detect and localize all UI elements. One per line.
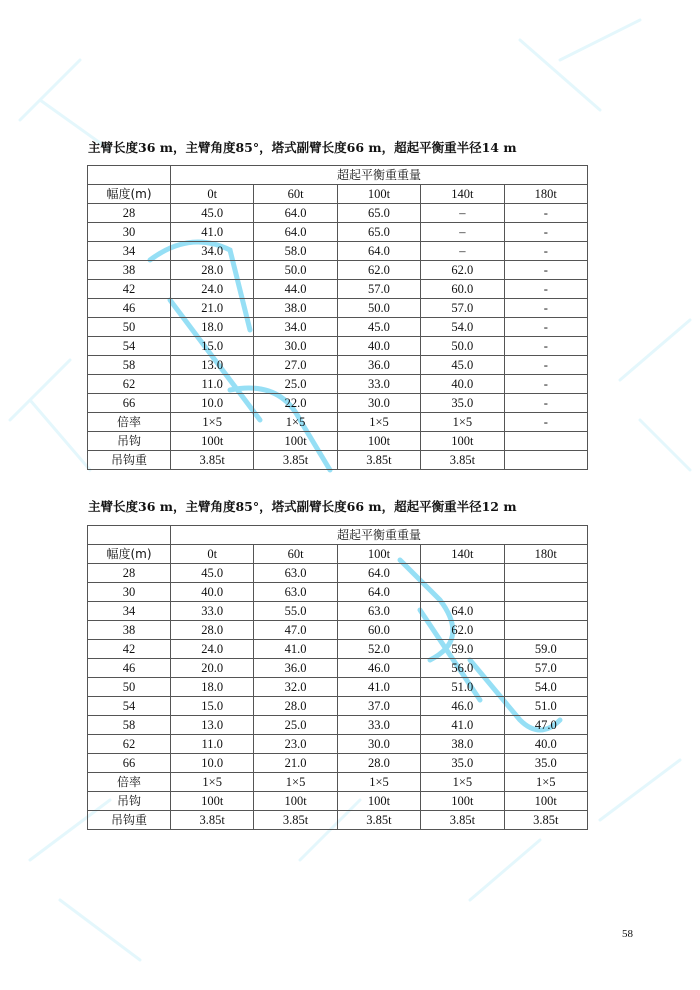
table-cell: 28.0 [337, 754, 420, 773]
row-label: 62 [88, 375, 171, 394]
table-cell: 15.0 [171, 337, 254, 356]
table-cell: 13.0 [171, 356, 254, 375]
row-label: 50 [88, 678, 171, 697]
table-cell: - [504, 242, 587, 261]
table-cell: 57.0 [421, 299, 504, 318]
table-row [88, 223, 588, 242]
table-cell: 3.85t [254, 451, 337, 470]
table-cell: 33.0 [171, 602, 254, 621]
row-label: 28 [88, 564, 171, 583]
group-header: 超起平衡重重量 [171, 166, 588, 185]
table-cell: 47.0 [504, 716, 587, 735]
table-cell: - [504, 299, 587, 318]
table-cell: 45.0 [171, 564, 254, 583]
column-header: 100t [337, 185, 420, 204]
table-cell: - [504, 337, 587, 356]
table-cell: 28.0 [171, 621, 254, 640]
table-cell: 41.0 [171, 223, 254, 242]
table-cell: 100t [421, 792, 504, 811]
row-label: 吊钩重 [88, 811, 171, 830]
table-row [88, 621, 588, 640]
table-cell: 38.0 [254, 299, 337, 318]
table-cell: 13.0 [171, 716, 254, 735]
table-cell: 100t [504, 792, 587, 811]
table-cell [504, 602, 587, 621]
table-cell: 41.0 [337, 678, 420, 697]
table-cell: 36.0 [254, 659, 337, 678]
table-row [88, 716, 588, 735]
row-label: 50 [88, 318, 171, 337]
table-row [88, 280, 588, 299]
table-cell: 100t [254, 432, 337, 451]
table-cell: 21.0 [254, 754, 337, 773]
table-cell: 56.0 [421, 659, 504, 678]
table-cell: - [504, 413, 587, 432]
table-cell: 25.0 [254, 375, 337, 394]
table-cell: 33.0 [337, 375, 420, 394]
table-row [88, 394, 588, 413]
table-cell: 1×5 [337, 413, 420, 432]
table-cell: 20.0 [171, 659, 254, 678]
row-label: 58 [88, 356, 171, 375]
table-row [88, 678, 588, 697]
table-cell: 45.0 [337, 318, 420, 337]
row-label: 38 [88, 261, 171, 280]
table-cell: 30.0 [254, 337, 337, 356]
column-header: 140t [421, 545, 504, 564]
row-label: 42 [88, 280, 171, 299]
table-cell [421, 583, 504, 602]
table-cell: 40.0 [504, 735, 587, 754]
table-cell: – [421, 242, 504, 261]
table-cell: 3.85t [421, 811, 504, 830]
table-row [88, 432, 588, 451]
table-cell: - [504, 375, 587, 394]
row-label: 倍率 [88, 413, 171, 432]
load-table-2 [87, 525, 588, 830]
table-cell: 24.0 [171, 280, 254, 299]
table-2-title: 主臂长度36 m，主臂角度85°，塔式副臂长度66 m，超起平衡重半径12 m [88, 499, 517, 514]
table-cell: 59.0 [504, 640, 587, 659]
corner-cell [88, 166, 171, 185]
table-row [88, 375, 588, 394]
table-cell: 100t [337, 432, 420, 451]
row-label: 28 [88, 204, 171, 223]
table-cell: 10.0 [171, 754, 254, 773]
table-cell: 63.0 [254, 583, 337, 602]
column-header: 180t [504, 545, 587, 564]
table-cell: 22.0 [254, 394, 337, 413]
row-label: 38 [88, 621, 171, 640]
table-cell: 1×5 [421, 413, 504, 432]
table-cell: 64.0 [337, 242, 420, 261]
table-cell: – [421, 204, 504, 223]
column-header: 0t [171, 545, 254, 564]
table-cell [504, 564, 587, 583]
table-row [88, 754, 588, 773]
table-cell: 3.85t [171, 451, 254, 470]
table-cell: 45.0 [171, 204, 254, 223]
table-cell: 32.0 [254, 678, 337, 697]
row-label: 54 [88, 697, 171, 716]
table-cell: 54.0 [421, 318, 504, 337]
row-label: 66 [88, 754, 171, 773]
table-cell [504, 432, 587, 451]
table-cell: 18.0 [171, 678, 254, 697]
row-label: 30 [88, 223, 171, 242]
table-cell [504, 583, 587, 602]
row-label: 46 [88, 659, 171, 678]
table-cell: 52.0 [337, 640, 420, 659]
column-header: 140t [421, 185, 504, 204]
table-cell: 3.85t [337, 811, 420, 830]
table-cell: 30.0 [337, 735, 420, 754]
table-cell: 18.0 [171, 318, 254, 337]
table-cell: 64.0 [421, 602, 504, 621]
table-cell: 45.0 [421, 356, 504, 375]
row-label: 吊钩重 [88, 451, 171, 470]
row-label: 倍率 [88, 773, 171, 792]
table-row [88, 242, 588, 261]
table-cell [421, 564, 504, 583]
table-cell: 21.0 [171, 299, 254, 318]
table-cell: 64.0 [254, 223, 337, 242]
column-header: 100t [337, 545, 420, 564]
watermark-stroke [20, 20, 640, 150]
table-cell: 34.0 [171, 242, 254, 261]
table-cell: 11.0 [171, 375, 254, 394]
table-cell: 65.0 [337, 223, 420, 242]
table-cell: 100t [421, 432, 504, 451]
column-header: 60t [254, 545, 337, 564]
table-cell: 3.85t [171, 811, 254, 830]
table-cell: 62.0 [421, 621, 504, 640]
row-label: 58 [88, 716, 171, 735]
row-label: 30 [88, 583, 171, 602]
row-label: 54 [88, 337, 171, 356]
table-cell: 64.0 [337, 583, 420, 602]
table-cell: 46.0 [421, 697, 504, 716]
row-label: 34 [88, 242, 171, 261]
table-cell: 63.0 [254, 564, 337, 583]
table-cell: 100t [337, 792, 420, 811]
table-row [88, 413, 588, 432]
table-cell: 46.0 [337, 659, 420, 678]
table-cell [504, 451, 587, 470]
row-label: 42 [88, 640, 171, 659]
table-cell: 62.0 [421, 261, 504, 280]
row-label: 62 [88, 735, 171, 754]
table-row [88, 564, 588, 583]
table-row [88, 583, 588, 602]
row-label: 66 [88, 394, 171, 413]
table-cell: 40.0 [421, 375, 504, 394]
table-cell: 60.0 [337, 621, 420, 640]
table-cell: 35.0 [504, 754, 587, 773]
table-cell: 27.0 [254, 356, 337, 375]
table-cell: 33.0 [337, 716, 420, 735]
table-cell: 65.0 [337, 204, 420, 223]
table-cell: 58.0 [254, 242, 337, 261]
group-header-row [88, 526, 588, 545]
table-cell: 3.85t [421, 451, 504, 470]
table-cell: 3.85t [504, 811, 587, 830]
table-row [88, 773, 588, 792]
table-cell: - [504, 261, 587, 280]
table-cell: 41.0 [421, 716, 504, 735]
table-cell: 3.85t [337, 451, 420, 470]
table-cell: 57.0 [337, 280, 420, 299]
table-row [88, 640, 588, 659]
table-cell: 1×5 [504, 773, 587, 792]
table-cell: 35.0 [421, 394, 504, 413]
table-row [88, 356, 588, 375]
column-header: 60t [254, 185, 337, 204]
table-cell: - [504, 223, 587, 242]
column-header-row [88, 185, 588, 204]
table-cell: 47.0 [254, 621, 337, 640]
row-label: 吊钩 [88, 792, 171, 811]
row-label: 吊钩 [88, 432, 171, 451]
table-cell: - [504, 318, 587, 337]
page-number: 58 [622, 928, 633, 940]
table-cell: 44.0 [254, 280, 337, 299]
table-cell: 24.0 [171, 640, 254, 659]
table-cell: 1×5 [171, 413, 254, 432]
table-cell: 40.0 [171, 583, 254, 602]
table-row [88, 602, 588, 621]
table-row [88, 337, 588, 356]
table-1-title: 主臂长度36 m，主臂角度85°，塔式副臂长度66 m，超起平衡重半径14 m [88, 140, 517, 155]
table-cell: 1×5 [254, 413, 337, 432]
table-cell: 100t [171, 792, 254, 811]
table-cell: 38.0 [421, 735, 504, 754]
table-cell: 50.0 [421, 337, 504, 356]
table-cell: 1×5 [421, 773, 504, 792]
table-cell: 50.0 [254, 261, 337, 280]
table-cell [504, 621, 587, 640]
table-cell: – [421, 223, 504, 242]
table-row [88, 451, 588, 470]
column-header-row [88, 545, 588, 564]
table-row [88, 735, 588, 754]
table-cell: 51.0 [504, 697, 587, 716]
table-cell: 51.0 [421, 678, 504, 697]
table-cell: 100t [171, 432, 254, 451]
table-cell: 23.0 [254, 735, 337, 754]
row-header: 幅度(m) [88, 185, 171, 204]
table-cell: 25.0 [254, 716, 337, 735]
corner-cell [88, 526, 171, 545]
table-cell: 28.0 [171, 261, 254, 280]
table-cell: - [504, 394, 587, 413]
table-row [88, 792, 588, 811]
table-cell: 36.0 [337, 356, 420, 375]
table-cell: 64.0 [337, 564, 420, 583]
table-cell: 100t [254, 792, 337, 811]
table-cell: 41.0 [254, 640, 337, 659]
table-cell: - [504, 356, 587, 375]
table-row [88, 811, 588, 830]
table-cell: 30.0 [337, 394, 420, 413]
column-header: 0t [171, 185, 254, 204]
table-cell: 10.0 [171, 394, 254, 413]
group-header: 超起平衡重重量 [171, 526, 588, 545]
group-header-row [88, 166, 588, 185]
table-cell: 35.0 [421, 754, 504, 773]
table-cell: 54.0 [504, 678, 587, 697]
table-cell: 59.0 [421, 640, 504, 659]
table-cell: 15.0 [171, 697, 254, 716]
row-label: 46 [88, 299, 171, 318]
table-cell: 50.0 [337, 299, 420, 318]
table-cell: 1×5 [171, 773, 254, 792]
table-cell: 1×5 [254, 773, 337, 792]
table-cell: 37.0 [337, 697, 420, 716]
table-row [88, 659, 588, 678]
table-cell: 34.0 [254, 318, 337, 337]
table-row [88, 261, 588, 280]
table-cell: 64.0 [254, 204, 337, 223]
table-row [88, 299, 588, 318]
table-cell: 63.0 [337, 602, 420, 621]
table-row [88, 697, 588, 716]
table-cell: 55.0 [254, 602, 337, 621]
table-cell: 62.0 [337, 261, 420, 280]
table-cell: 40.0 [337, 337, 420, 356]
table-cell: 11.0 [171, 735, 254, 754]
table-row [88, 318, 588, 337]
row-label: 34 [88, 602, 171, 621]
table-row [88, 204, 588, 223]
table-cell: 28.0 [254, 697, 337, 716]
load-table-1 [87, 165, 588, 470]
column-header: 180t [504, 185, 587, 204]
table-cell: - [504, 204, 587, 223]
table-cell: 3.85t [254, 811, 337, 830]
table-cell: - [504, 280, 587, 299]
table-cell: 57.0 [504, 659, 587, 678]
table-cell: 60.0 [421, 280, 504, 299]
table-cell: 1×5 [337, 773, 420, 792]
row-header: 幅度(m) [88, 545, 171, 564]
